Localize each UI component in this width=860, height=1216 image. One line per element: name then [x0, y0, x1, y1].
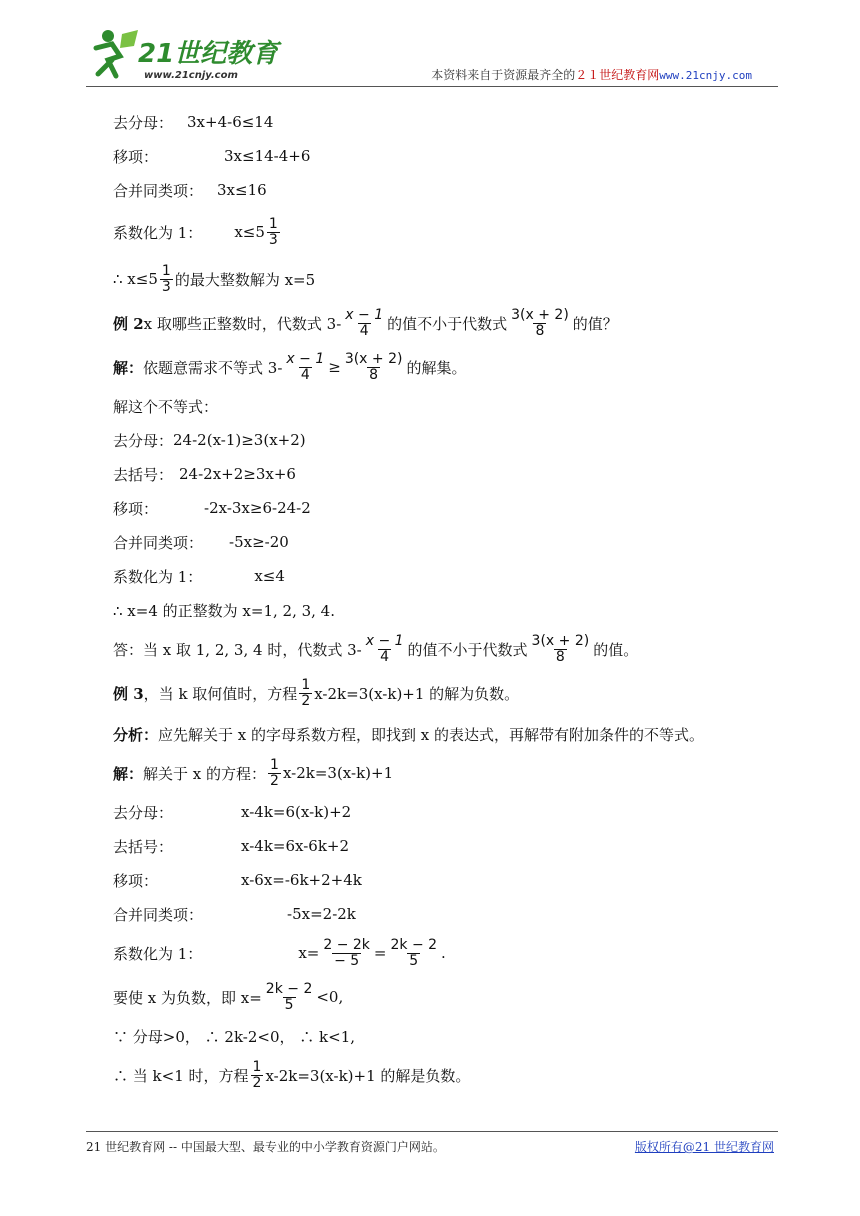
- page-header: [0, 0, 860, 90]
- step-line: 移项： x-6x=-6k+2+4k: [113, 871, 362, 890]
- step-line: 去括号： 24-2x+2≥3x+6: [113, 465, 296, 484]
- step-line: 合并同类项： -5x=2-2k: [113, 905, 356, 924]
- conclusion-line: ∴ 当 k<1 时，方程 $\frac{1}{2}$ x-2k=3(x-k)+1 的解是负数。: [113, 1058, 471, 1091]
- step-line: 去分母： 3x+4-6≤14: [113, 113, 274, 132]
- step-line: 去分母： x-4k=6(x-k)+2: [113, 803, 352, 822]
- fraction: $\frac{1}{2}$: [301, 676, 311, 709]
- site-logo: [86, 26, 286, 86]
- example-2-title: 例 2 x 取哪些正整数时，代数式 3- $\frac{x - 1}{4}$ 的值不小于代数式 $\frac{3(x + 2)}{8}$ 的值？: [113, 306, 618, 339]
- example-3-title: 例 3 ，当 k 取何值时，方程 $\frac{1}{2}$ x-2k=3(x-k)+1 的解为负数。: [113, 676, 520, 709]
- fraction: $\frac{x - 1}{4}$: [365, 632, 404, 665]
- text-line: 解这个不等式：: [113, 397, 219, 416]
- header-divider: [86, 86, 778, 87]
- step-line: 去括号： x-4k=6x-6k+2: [113, 837, 350, 856]
- fraction: $\frac{3(x + 2)}{8}$: [511, 306, 569, 339]
- logo-url: www.21cnjy.com: [144, 70, 238, 81]
- condition-line: 要使 x 为负数，即 x= $\frac{2k - 2}{5}$ <0,: [113, 980, 344, 1013]
- footer-text: 21 世纪教育网 -- 中国最大型、最专业的中小学教育资源门户网站。: [86, 1140, 445, 1154]
- step-line: 合并同类项： 3x≤16: [113, 181, 267, 200]
- analysis-line: 分析： 应先解关于 x 的字母系数方程，即找到 x 的表达式，再解带有附加条件的不等式。: [113, 725, 705, 744]
- conclusion-line: ∴ x=4 的正整数为 x=1, 2, 3, 4.: [113, 601, 335, 620]
- logo-text: 21世纪教育: [138, 39, 279, 69]
- step-line: 系数化为 1： x≤5 $\frac{1}{3}$: [113, 215, 278, 248]
- fraction: $\frac{1}{3}$: [268, 215, 278, 248]
- fraction: $\frac{x - 1}{4}$: [286, 350, 325, 383]
- fraction: $\frac{3(x + 2)}{8}$: [531, 632, 590, 665]
- fraction: $\frac{x - 1}{4}$: [345, 306, 384, 339]
- step-line: 移项： 3x≤14-4+6: [113, 147, 311, 166]
- fraction: $\frac{2k - 2}{5}$: [265, 980, 313, 1013]
- header-note: 本资料来自于资源最齐全的２１世纪教育网www.21cnjy.com: [431, 68, 752, 82]
- fraction: $\frac{3(x + 2)}{8}$: [344, 350, 403, 383]
- fraction: $\frac{1}{2}$: [252, 1058, 262, 1091]
- step-line: 系数化为 1： x≤4: [113, 567, 285, 586]
- step-line: 系数化为 1： x= $\frac{2 - 2k}{- 5}$ = $\frac{2k - 2}{5}$ .: [113, 936, 446, 969]
- copyright-link[interactable]: 版权所有@21 世纪教育网: [634, 1140, 774, 1154]
- footer-divider: [86, 1131, 778, 1132]
- conclusion-line: ∴ x≤5 $\frac{1}{3}$ 的最大整数解为 x=5: [113, 262, 316, 295]
- solution-line: 解： 依题意需求不等式 3- $\frac{x - 1}{4}$ ≥ $\frac{3(x + 2)}{8}$ 的解集。: [113, 350, 467, 383]
- reasoning-line: ∵ 分母>0， ∴ 2k-2<0， ∴ k<1,: [113, 1027, 356, 1046]
- step-line: 移项： -2x-3x≥6-24-2: [113, 499, 311, 518]
- fraction: $\frac{2k - 2}{5}$: [390, 936, 438, 969]
- step-line: 去分母： 24-2(x-1)≥3(x+2): [113, 431, 306, 450]
- step-line: 合并同类项： -5x≥-20: [113, 533, 289, 552]
- solution-line: 解： 解关于 x 的方程： $\frac{1}{2}$ x-2k=3(x-k)+1: [113, 756, 394, 789]
- fraction: $\frac{2 - 2k}{- 5}$: [323, 936, 370, 969]
- runner-icon: [96, 30, 138, 76]
- fraction: $\frac{1}{3}$: [161, 262, 171, 295]
- fraction: $\frac{1}{2}$: [270, 756, 279, 789]
- answer-line: 答：当 x 取 1, 2, 3, 4 时，代数式 3- $\frac{x - 1}{4}$ 的值不小于代数式 $\frac{3(x + 2)}{8}$ 的值。: [113, 632, 639, 665]
